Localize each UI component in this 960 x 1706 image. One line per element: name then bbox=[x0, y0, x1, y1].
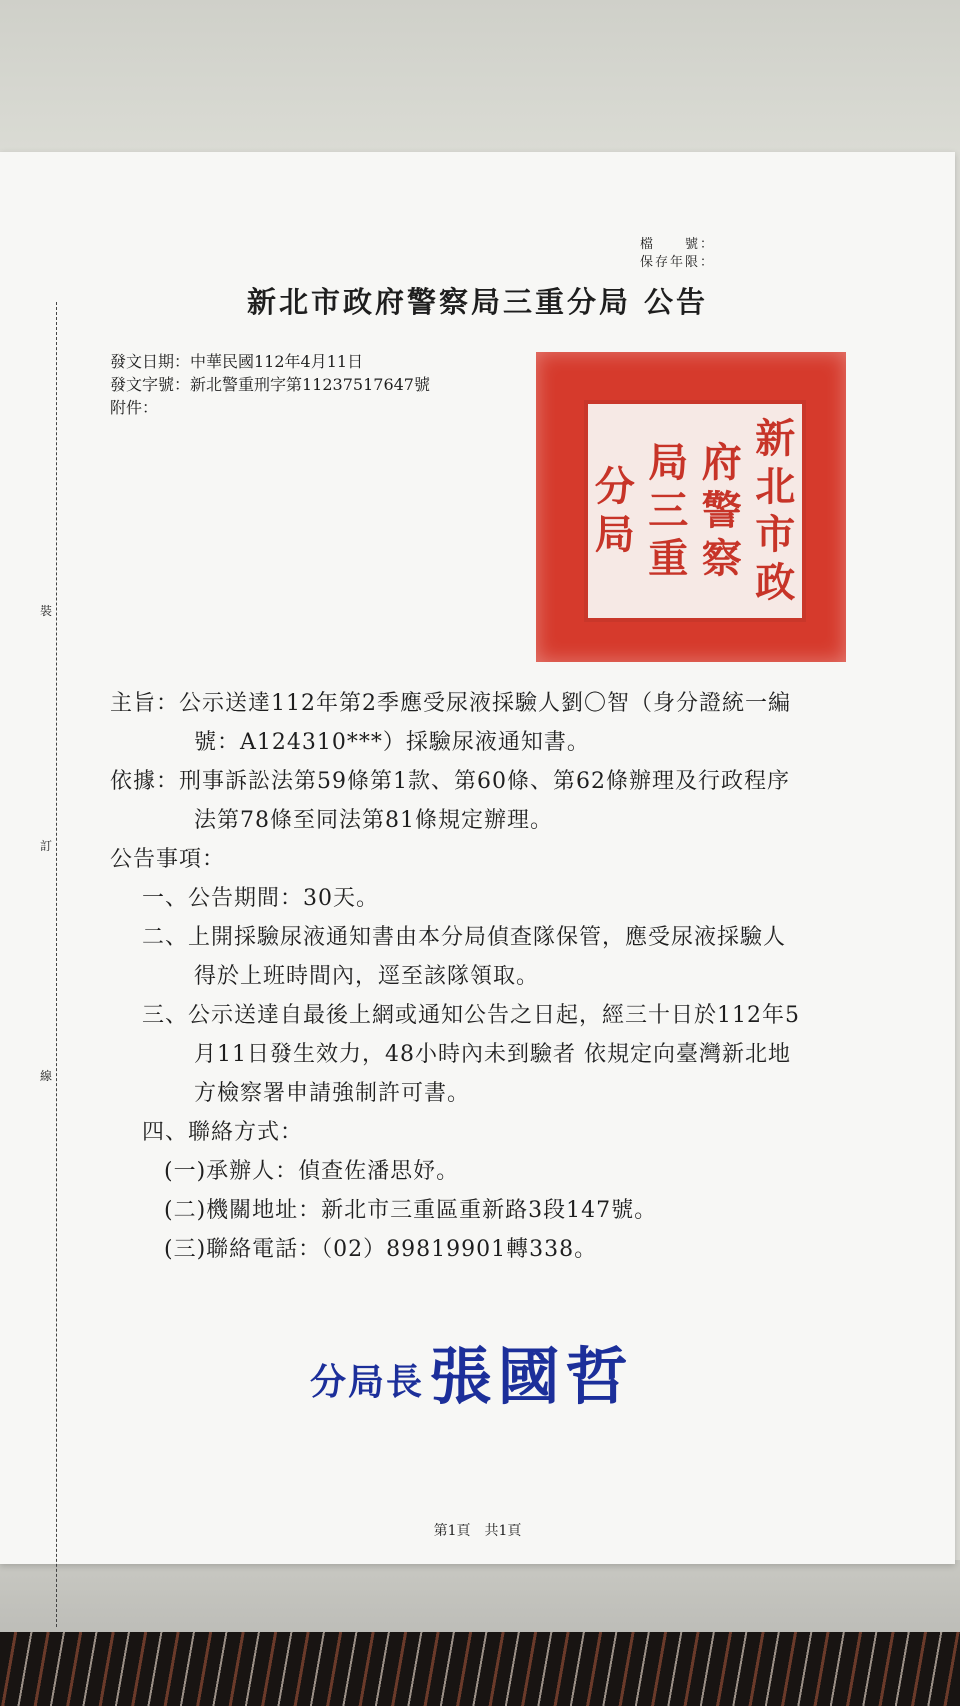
basis bbox=[110, 762, 910, 801]
seal-character: 警 bbox=[701, 487, 742, 534]
subject bbox=[110, 684, 910, 723]
retention-period: 保存年限： bbox=[639, 255, 715, 270]
notice-item-3-line-3: 方檢察署申請強制許可書。 bbox=[194, 1081, 471, 1106]
seal-character: 察 bbox=[701, 535, 742, 582]
seal-character: 府 bbox=[701, 439, 742, 486]
seal-inner bbox=[584, 400, 806, 622]
signature-stamp bbox=[310, 1327, 634, 1416]
issue-date: 發文日期：中華民國112年4月11日 bbox=[110, 352, 364, 371]
seal-character: 局 bbox=[594, 511, 635, 558]
notice-item-4: 四、聯絡方式： bbox=[142, 1120, 304, 1145]
notice-item-3-line-1: 三、公示送達自最後上網或通知公告之日起，經三十日於112年5 bbox=[142, 1003, 800, 1028]
signature-name: 張國哲 bbox=[429, 1340, 634, 1413]
seal-character: 重 bbox=[648, 535, 689, 582]
seal-character: 新 bbox=[755, 415, 796, 462]
binding-mark-xian: 線 bbox=[40, 1065, 52, 1086]
official-seal bbox=[536, 352, 846, 662]
page-footer: 第1頁 共1頁 bbox=[433, 1523, 522, 1539]
subject-text-1: 公示送達112年第2季應受尿液採驗人劉〇智（身分證統一編 bbox=[179, 691, 792, 716]
seal-character: 市 bbox=[755, 511, 796, 558]
seal-column bbox=[755, 416, 795, 606]
notice-paper bbox=[0, 152, 955, 1564]
notice-item-2-line-1: 二、上開採驗尿液通知書由本分局偵查隊保管，應受尿液採驗人 bbox=[142, 925, 787, 950]
document-title: 新北市政府警察局三重分局 公告 bbox=[246, 285, 709, 319]
contact-officer: (一)承辦人：偵查佐潘思妤。 bbox=[164, 1159, 460, 1184]
basis-label: 依據： bbox=[110, 769, 180, 794]
archive-no: 檔 號： bbox=[639, 237, 715, 252]
basis-text-2: 法第78條至同法第81條規定辦理。 bbox=[194, 808, 553, 833]
seal-character: 政 bbox=[755, 559, 796, 606]
binding-line bbox=[56, 302, 57, 1627]
seal-column bbox=[648, 440, 688, 582]
attachment: 附件： bbox=[110, 398, 159, 417]
notice-heading: 公告事項： bbox=[110, 847, 226, 872]
document-meta bbox=[110, 350, 430, 419]
notice-item-3-line-2: 月11日發生效力，48小時內未到驗者 依規定向臺灣新北地 bbox=[194, 1042, 791, 1067]
seal-character: 北 bbox=[755, 463, 796, 510]
seal-column bbox=[595, 464, 635, 558]
subject-label: 主旨： bbox=[110, 691, 180, 716]
issue-number: 發文字號：新北警重刑字第11237517647號 bbox=[110, 375, 430, 394]
notice-body bbox=[110, 684, 910, 1269]
signature-title: 分局長 bbox=[310, 1361, 425, 1403]
notice-item-2-line-2: 得於上班時間內，逕至該隊領取。 bbox=[194, 964, 540, 989]
binding-mark-zhuang: 裝 bbox=[40, 600, 52, 621]
seal-character: 局 bbox=[648, 439, 689, 486]
contact-phone: (三)聯絡電話：（02）89819901轉338。 bbox=[164, 1237, 598, 1262]
basis-text-1: 刑事訴訟法第59條第1款、第60條、第62條辦理及行政程序 bbox=[179, 769, 790, 794]
striped-fabric bbox=[0, 1632, 960, 1706]
notice-item-1: 一、公告期間：30天。 bbox=[142, 886, 379, 911]
subject-text-2: 號：A124310***）採驗尿液通知書。 bbox=[194, 730, 590, 755]
contact-address: (二)機關地址：新北市三重區重新路3段147號。 bbox=[164, 1198, 658, 1223]
binding-mark-ding: 訂 bbox=[40, 835, 52, 856]
archive-info bbox=[640, 236, 715, 272]
background-wall bbox=[0, 0, 960, 150]
seal-character: 三 bbox=[648, 487, 689, 534]
seal-column bbox=[702, 440, 742, 582]
seal-character: 分 bbox=[594, 463, 635, 510]
